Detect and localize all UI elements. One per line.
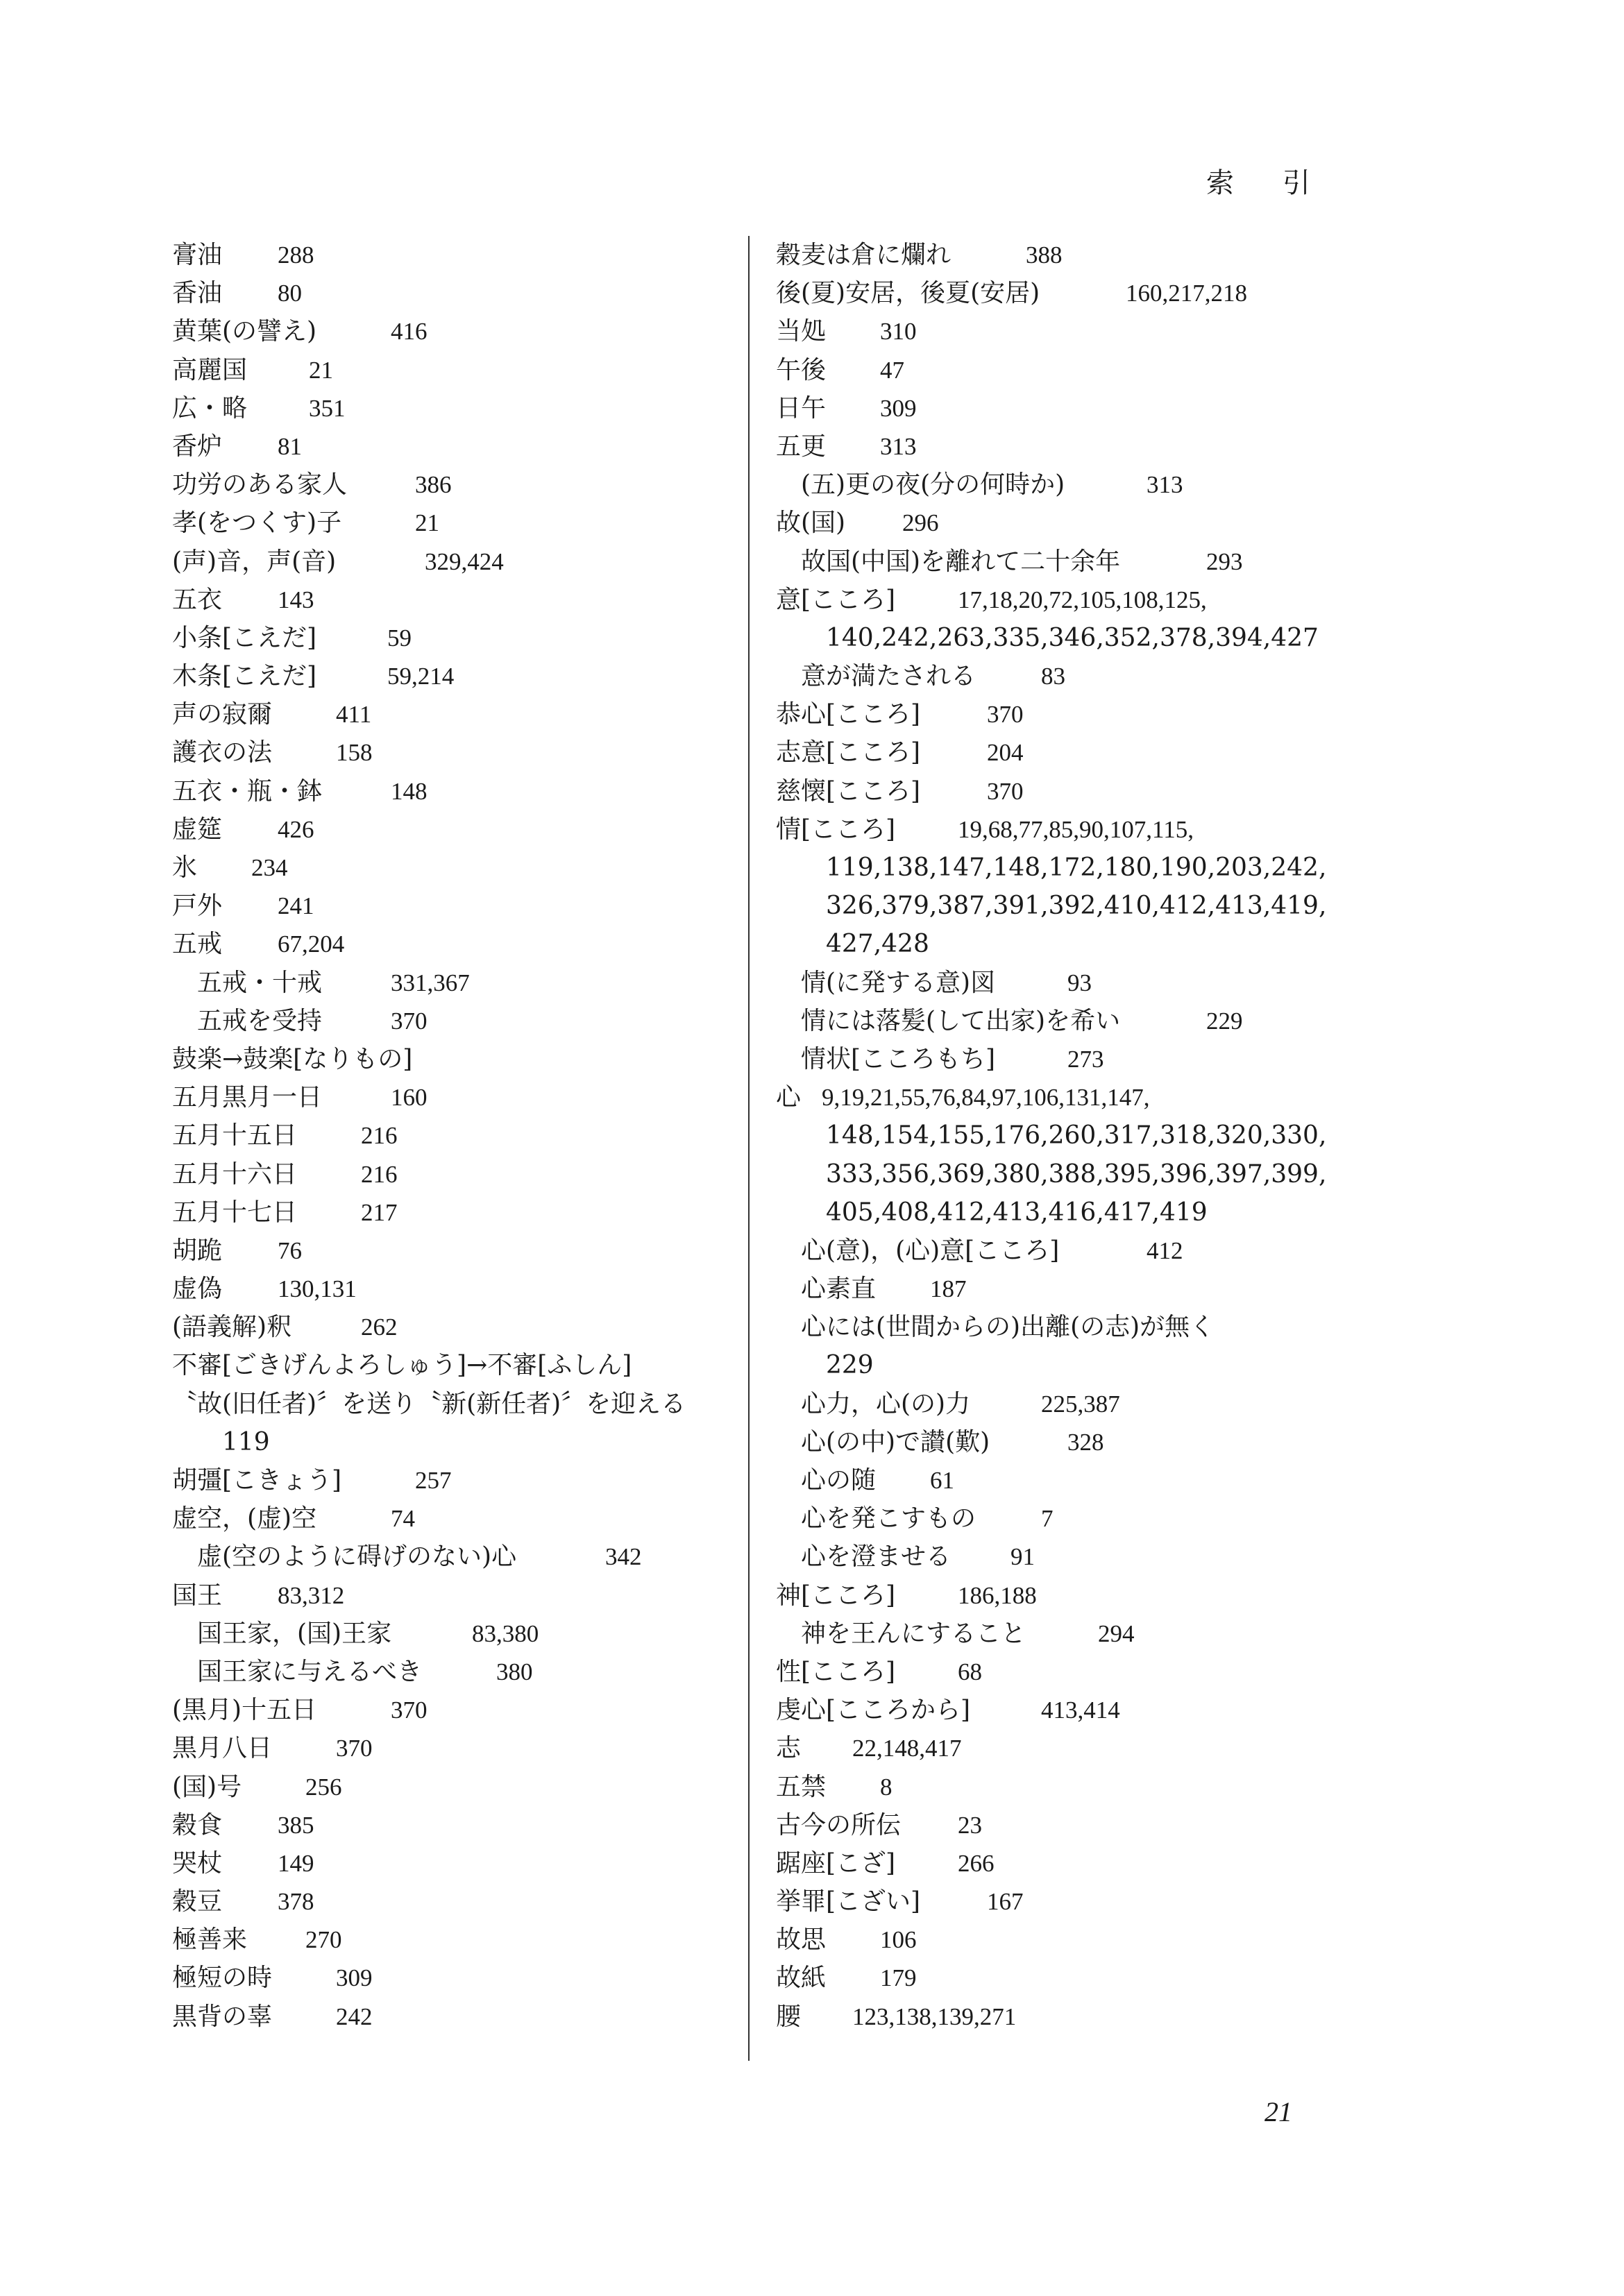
index-term: 小条[こえだ] xyxy=(172,623,317,652)
index-entry xyxy=(776,1155,1345,1193)
index-term: 326,379,387,391,392,410,412,413,419, xyxy=(826,892,1327,921)
index-term: 意[こころ] xyxy=(776,585,896,614)
index-entry xyxy=(172,1385,741,1423)
index-pages: 7 xyxy=(1041,1505,1054,1533)
index-pages: 61 xyxy=(930,1467,954,1494)
index-pages: 91 xyxy=(1010,1543,1035,1571)
index-term: 戸外 xyxy=(172,892,223,921)
index-pages: 160 xyxy=(391,1084,428,1112)
index-pages: 257 xyxy=(415,1467,452,1494)
index-pages: 266 xyxy=(958,1849,995,1877)
index-term: 志意[こころ] xyxy=(776,738,921,767)
index-entry xyxy=(172,1959,741,1997)
index-pages: 160,217,218 xyxy=(1126,280,1247,307)
index-term: 黒背の辜 xyxy=(172,2002,273,2031)
index-entry xyxy=(776,1232,1345,1270)
index-entry xyxy=(172,1615,741,1653)
index-pages: 59,214 xyxy=(387,663,455,690)
index-entry xyxy=(776,543,1345,581)
index-term: 〝故(旧任者)〞を送り〝新(新任者)〞を迎える xyxy=(172,1389,686,1418)
index-pages: 370 xyxy=(336,1735,373,1762)
index-term: 心を澄ませる xyxy=(801,1542,951,1572)
index-term: 五禁 xyxy=(776,1772,827,1801)
index-entry xyxy=(172,772,741,810)
index-term: 極短の時 xyxy=(172,1964,273,1993)
index-term: 功労のある家人 xyxy=(172,470,348,500)
index-entry xyxy=(172,887,741,925)
index-pages: 370 xyxy=(987,701,1024,729)
index-term: 心力，心(の)力 xyxy=(801,1389,971,1418)
index-term: 護衣の法 xyxy=(172,738,273,767)
index-term: 故紙 xyxy=(776,1964,827,1993)
index-entry xyxy=(172,389,741,427)
index-entry xyxy=(172,695,741,733)
index-entry xyxy=(776,1270,1345,1308)
index-entry xyxy=(776,1423,1345,1461)
index-entry xyxy=(172,1921,741,1959)
index-entry xyxy=(172,964,741,1002)
index-pages: 21 xyxy=(415,509,439,537)
index-pages: 149 xyxy=(278,1849,314,1877)
index-entry xyxy=(776,1921,1345,1959)
index-term: 心には(世間からの)出離(の志)が無く xyxy=(801,1313,1215,1342)
index-pages: 273 xyxy=(1067,1045,1104,1073)
index-pages: 329,424 xyxy=(425,547,504,575)
index-pages: 143 xyxy=(278,586,314,613)
index-pages: 68 xyxy=(958,1658,982,1685)
index-entry xyxy=(172,236,741,274)
index-term: 慈懐[こころ] xyxy=(776,776,921,806)
index-pages: 370 xyxy=(987,777,1024,805)
index-entry xyxy=(776,1040,1345,1078)
index-term: 心(の中)で讃(歎) xyxy=(801,1427,990,1456)
index-pages: 229 xyxy=(1206,1007,1243,1035)
index-term: 虚(空のように碍げのない)心 xyxy=(197,1542,517,1572)
index-term: 膏油 xyxy=(172,241,223,269)
index-pages: 413,414 xyxy=(1041,1697,1120,1724)
index-entry xyxy=(776,1499,1345,1538)
index-term: 意が満たされる xyxy=(801,662,976,691)
index-pages: 412 xyxy=(1147,1236,1183,1264)
index-entry xyxy=(172,1691,741,1729)
index-term: 声の寂爾 xyxy=(172,700,273,729)
index-term: 情状[こころもち] xyxy=(801,1044,996,1073)
index-entry xyxy=(776,581,1345,619)
index-pages: 378 xyxy=(278,1888,314,1916)
index-term: 五月黒月一日 xyxy=(172,1083,323,1112)
index-term: (五)更の夜(分の何時か) xyxy=(801,470,1065,500)
index-pages: 296 xyxy=(902,509,939,537)
index-term: 胡彊[こきょう] xyxy=(172,1466,342,1495)
index-term: 志 xyxy=(776,1734,802,1763)
index-pages: 380 xyxy=(496,1658,533,1685)
index-entry xyxy=(172,1193,741,1232)
index-term: 鼓楽→鼓楽[なりもの] xyxy=(172,1044,413,1073)
index-entry xyxy=(172,1346,741,1384)
index-pages: 22,148,417 xyxy=(852,1735,962,1762)
index-pages: 342 xyxy=(605,1543,642,1571)
index-entry xyxy=(776,351,1345,389)
index-term: 五戒を受持 xyxy=(197,1006,323,1035)
column-divider xyxy=(748,236,750,2061)
index-term: 虚筵 xyxy=(172,815,223,844)
index-term: 405,408,412,413,416,417,419 xyxy=(826,1198,1208,1227)
index-term: 五月十七日 xyxy=(172,1198,298,1227)
index-entry xyxy=(172,1116,741,1155)
index-entry xyxy=(776,1882,1345,1921)
index-entry xyxy=(776,849,1345,887)
index-entry xyxy=(172,1998,741,2036)
index-pages: 313 xyxy=(1147,471,1183,499)
index-term: 虚空，(虚)空 xyxy=(172,1504,317,1533)
index-pages: 186,188 xyxy=(958,1581,1037,1609)
index-entry xyxy=(172,427,741,466)
index-term: 挙罪[こざい] xyxy=(776,1887,921,1916)
index-pages: 426 xyxy=(278,815,314,843)
index-term: 故国(中国)を離れて二十余年 xyxy=(801,547,1121,576)
index-pages: 310 xyxy=(880,318,917,346)
index-term: 穀豆 xyxy=(172,1887,223,1916)
index-pages: 386 xyxy=(415,471,452,499)
index-term: 黄葉(の譬え) xyxy=(172,317,317,346)
index-pages: 17,18,20,72,105,108,125, xyxy=(958,586,1207,613)
index-pages: 47 xyxy=(880,356,904,384)
index-entry xyxy=(776,466,1345,504)
index-entry xyxy=(776,1078,1345,1116)
index-pages: 9,19,21,55,76,84,97,106,131,147, xyxy=(822,1084,1150,1112)
index-pages: 309 xyxy=(336,1964,373,1992)
index-pages: 59 xyxy=(387,624,412,652)
index-pages: 370 xyxy=(391,1007,428,1035)
index-entry xyxy=(172,1308,741,1346)
index-term: 五更 xyxy=(776,432,827,461)
index-pages: 293 xyxy=(1206,547,1243,575)
index-pages: 8 xyxy=(880,1773,893,1801)
index-pages: 225,387 xyxy=(1041,1390,1120,1418)
index-entry xyxy=(776,772,1345,810)
index-term: 心 xyxy=(776,1083,802,1112)
index-entry xyxy=(776,312,1345,350)
index-entry xyxy=(172,466,741,504)
index-entry xyxy=(172,1270,741,1308)
index-entry xyxy=(776,1116,1345,1155)
index-entry xyxy=(172,1576,741,1615)
index-entry xyxy=(776,1806,1345,1844)
index-entry xyxy=(172,1232,741,1270)
index-pages: 80 xyxy=(278,280,302,307)
index-pages: 123,138,139,271 xyxy=(852,2002,1017,2030)
index-entry xyxy=(172,351,741,389)
index-term: 情には落髪(して出家)を希い xyxy=(801,1006,1121,1035)
index-entry xyxy=(776,389,1345,427)
index-term: 心(意)，(心)意[こころ] xyxy=(801,1236,1060,1265)
index-entry xyxy=(172,1653,741,1691)
index-entry xyxy=(172,1155,741,1193)
index-pages: 158 xyxy=(336,739,373,767)
index-pages: 83 xyxy=(1041,663,1065,690)
index-term: 香炉 xyxy=(172,432,223,461)
index-pages: 179 xyxy=(880,1964,917,1992)
index-entry xyxy=(172,657,741,695)
index-term: 情(に発する意)図 xyxy=(801,968,996,997)
index-pages: 23 xyxy=(958,1811,982,1839)
index-term: 427,428 xyxy=(826,930,929,959)
index-entry xyxy=(776,1461,1345,1499)
index-entry xyxy=(776,1576,1345,1615)
index-entry xyxy=(172,504,741,542)
index-term: 心の随 xyxy=(801,1466,877,1495)
index-term: 五戒・十戒 xyxy=(197,968,323,997)
index-entry xyxy=(172,1423,741,1461)
index-term: 心素直 xyxy=(801,1275,877,1304)
index-entry xyxy=(172,733,741,772)
index-term: 故(国) xyxy=(776,509,846,538)
index-term: 香油 xyxy=(172,279,223,308)
index-term: (黒月)十五日 xyxy=(172,1696,317,1725)
index-term: (語義解)釈 xyxy=(172,1313,292,1342)
index-pages: 204 xyxy=(987,739,1024,767)
index-entry xyxy=(776,236,1345,274)
index-entry xyxy=(776,1615,1345,1653)
index-term: 229 xyxy=(826,1351,874,1380)
index-column-left xyxy=(172,236,741,2036)
index-pages: 74 xyxy=(391,1505,415,1533)
index-pages: 416 xyxy=(391,318,428,346)
index-entry xyxy=(172,1078,741,1116)
index-pages: 294 xyxy=(1098,1619,1135,1647)
index-entry xyxy=(172,1499,741,1538)
index-pages: 288 xyxy=(278,241,314,269)
index-pages: 83,380 xyxy=(472,1619,539,1647)
index-term: 119,138,147,148,172,180,190,203,242, xyxy=(826,853,1327,882)
index-header xyxy=(1206,161,1310,201)
index-term: 国王 xyxy=(172,1581,223,1610)
index-term: 国王家に与えるべき xyxy=(197,1657,423,1686)
index-entry xyxy=(172,849,741,887)
index-pages: 328 xyxy=(1067,1428,1104,1456)
index-pages: 270 xyxy=(305,1926,342,1954)
index-entry xyxy=(172,274,741,312)
index-pages: 256 xyxy=(305,1773,342,1801)
index-entry xyxy=(172,1461,741,1499)
index-pages: 187 xyxy=(930,1275,967,1303)
index-pages: 19,68,77,85,90,107,115, xyxy=(958,815,1194,843)
index-term: 虔心[こころから] xyxy=(776,1696,971,1725)
index-term: 午後 xyxy=(776,355,827,384)
index-entry xyxy=(776,1193,1345,1232)
index-term: 140,242,263,335,346,352,378,394,427 xyxy=(826,623,1319,652)
index-entry xyxy=(172,1729,741,1767)
index-term: 心を発こすもの xyxy=(801,1504,976,1533)
index-entry xyxy=(776,810,1345,849)
index-term: 不審[ごきげんよろしゅう]→不審[ふしん] xyxy=(172,1351,632,1380)
index-entry xyxy=(172,1844,741,1882)
index-entry xyxy=(776,1002,1345,1040)
index-term: (国)号 xyxy=(172,1772,242,1801)
index-pages: 83,312 xyxy=(278,1581,345,1609)
index-entry xyxy=(172,1040,741,1078)
index-entry xyxy=(776,1385,1345,1423)
header-char-1: 索 xyxy=(1206,167,1234,199)
index-pages: 216 xyxy=(361,1160,398,1188)
index-term: 当処 xyxy=(776,317,827,346)
header-char-2: 引 xyxy=(1283,167,1310,199)
index-entry xyxy=(172,1882,741,1921)
index-pages: 309 xyxy=(880,394,917,422)
index-term: 胡跪 xyxy=(172,1236,223,1265)
index-entry xyxy=(776,619,1345,657)
index-pages: 351 xyxy=(309,394,346,422)
index-entry xyxy=(172,1002,741,1040)
index-pages: 167 xyxy=(987,1888,1024,1916)
index-term: 孝(をつくす)子 xyxy=(172,509,342,538)
index-entry xyxy=(776,887,1345,925)
index-entry xyxy=(172,543,741,581)
index-entry xyxy=(776,1691,1345,1729)
index-term: 神[こころ] xyxy=(776,1581,896,1610)
index-entry xyxy=(172,1806,741,1844)
index-pages: 241 xyxy=(278,892,314,920)
index-entry xyxy=(776,1844,1345,1882)
index-term: 119 xyxy=(222,1427,270,1456)
index-term: 木条[こえだ] xyxy=(172,662,317,691)
index-pages: 130,131 xyxy=(278,1275,357,1303)
index-entry xyxy=(172,1768,741,1806)
index-entry xyxy=(172,581,741,619)
index-entry xyxy=(776,504,1345,542)
index-term: 日午 xyxy=(776,393,827,423)
index-term: (声)音，声(音) xyxy=(172,547,337,576)
index-pages: 216 xyxy=(361,1122,398,1150)
index-pages: 262 xyxy=(361,1313,398,1341)
index-term: 腰 xyxy=(776,2002,802,2031)
index-term: 広・略 xyxy=(172,393,248,423)
index-entry xyxy=(172,925,741,963)
index-term: 黒月八日 xyxy=(172,1734,273,1763)
index-term: 五戒 xyxy=(172,930,223,959)
index-pages: 81 xyxy=(278,432,302,460)
index-term: 情[こころ] xyxy=(776,815,896,844)
index-term: 踞座[こざ] xyxy=(776,1848,896,1878)
index-entry xyxy=(172,312,741,350)
index-term: 穀麦は倉に爛れ xyxy=(776,241,951,269)
index-entry xyxy=(776,427,1345,466)
index-term: 148,154,155,176,260,317,318,320,330, xyxy=(826,1121,1327,1150)
index-term: 穀食 xyxy=(172,1810,223,1839)
index-term: 虚偽 xyxy=(172,1275,223,1304)
index-term: 故思 xyxy=(776,1925,827,1955)
index-term: 哭杖 xyxy=(172,1848,223,1878)
index-entry xyxy=(776,1959,1345,1997)
index-pages: 93 xyxy=(1067,969,1092,996)
index-term: 高麗国 xyxy=(172,355,248,384)
index-pages: 388 xyxy=(1026,241,1063,269)
index-pages: 234 xyxy=(251,854,288,881)
index-pages: 331,367 xyxy=(391,969,470,996)
index-term: 五月十六日 xyxy=(172,1159,298,1189)
index-entry xyxy=(776,1729,1345,1767)
index-entry xyxy=(776,733,1345,772)
index-entry xyxy=(172,619,741,657)
index-entry xyxy=(776,1308,1345,1346)
index-entry xyxy=(776,1346,1345,1384)
index-term: 333,356,369,380,388,395,396,397,399, xyxy=(826,1159,1327,1189)
index-entry xyxy=(776,274,1345,312)
index-term: 五衣・瓶・鉢 xyxy=(172,776,323,806)
index-entry xyxy=(776,1653,1345,1691)
index-entry xyxy=(776,657,1345,695)
index-term: 五衣 xyxy=(172,585,223,614)
index-term: 性[こころ] xyxy=(776,1657,896,1686)
index-pages: 242 xyxy=(336,2002,373,2030)
index-term: 古今の所伝 xyxy=(776,1810,902,1839)
index-pages: 385 xyxy=(278,1811,314,1839)
index-entry xyxy=(776,1998,1345,2036)
index-pages: 411 xyxy=(336,701,372,729)
index-entry xyxy=(776,1538,1345,1576)
index-entry xyxy=(776,925,1345,963)
index-pages: 76 xyxy=(278,1236,302,1264)
index-entry xyxy=(776,1768,1345,1806)
index-term: 神を王んにすること xyxy=(801,1619,1026,1648)
index-pages: 313 xyxy=(880,432,917,460)
index-pages: 106 xyxy=(880,1926,917,1954)
page-number: 21 xyxy=(1264,2096,1292,2127)
index-term: 恭心[こころ] xyxy=(776,700,921,729)
index-column-right xyxy=(776,236,1345,2036)
index-term: 後(夏)安居，後夏(安居) xyxy=(776,279,1040,308)
index-entry xyxy=(172,1538,741,1576)
index-entry xyxy=(776,964,1345,1002)
index-term: 極善来 xyxy=(172,1925,248,1955)
index-pages: 148 xyxy=(391,777,428,805)
index-pages: 21 xyxy=(309,356,333,384)
index-pages: 67,204 xyxy=(278,930,345,958)
index-pages: 217 xyxy=(361,1198,398,1226)
index-term: 五月十五日 xyxy=(172,1121,298,1150)
index-entry xyxy=(172,810,741,849)
index-entry xyxy=(776,695,1345,733)
index-term: 氷 xyxy=(172,853,198,882)
index-term: 国王家，(国)王家 xyxy=(197,1619,392,1648)
index-pages: 370 xyxy=(391,1697,428,1724)
